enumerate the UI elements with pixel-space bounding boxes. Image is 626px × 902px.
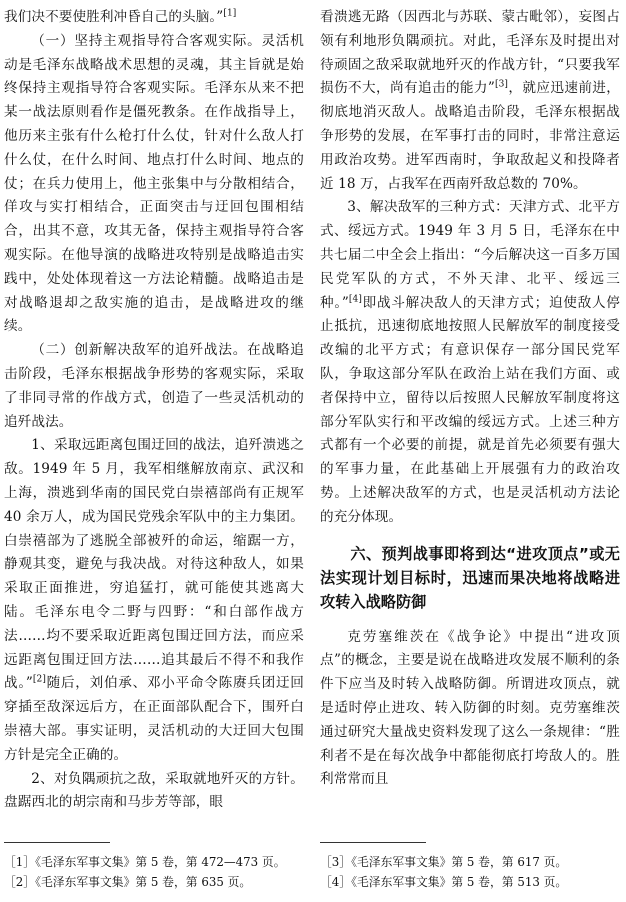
paragraph-text: ，就应迅速前进，彻底地消灭敌人。战略追击阶段，毛泽东根据战争形势的发展，在军事打击的同时，非常注意运用政治攻势。进军西南时，争取敌起义和投降者近 18 万，占我军在西南歼敌总数的 70%。 xyxy=(320,80,620,192)
paragraph xyxy=(320,6,620,196)
footnote: ［2］《毛泽东军事文集》第 5 卷，第 635 页。 xyxy=(4,875,252,889)
paragraph-text: 随后，刘伯承、邓小平命令陈赓兵团迂回穿插至敌深远后方，在正面部队配合下，围歼白崇禧大部。事实证明，灵活机动的大迂回大包围方针是完全正确的。 xyxy=(4,675,304,763)
footnotes-left xyxy=(4,852,304,892)
section-heading: 六、预判战事即将到达“进攻顶点”或无法实现计划目标时，迅速而果决地将战略进攻转入战略防御 xyxy=(320,544,620,611)
paragraph: 克劳塞维茨在《战争论》中提出“进攻顶点”的概念，主要是说在战略进攻发展不顺利的条件下应当及时转入战略防御。所谓进攻顶点，就是适时停止进攻、转入防御的时刻。克劳塞维茨通过研究大量战史资料发现了这么一条规律：“胜利者不是在每次战争中都能彻底打垮敌人的。胜利常常而且 xyxy=(320,628,620,788)
footnote: ［1］《毛泽东军事文集》第 5 卷，第 472—473 页。 xyxy=(4,855,286,869)
right-column xyxy=(320,6,620,792)
left-column xyxy=(4,6,304,815)
paragraph-text: 3、解决敌军的三种方式：天津方式、北平方式、绥远方式。1949 年 3 月 5 日，毛泽东在中共七届二中全会上指出：“今后解决这一百多万国民党军队的方式，不外天津、北平、绥远三种。” xyxy=(320,199,620,311)
footnote-divider xyxy=(320,842,426,843)
footnote-divider xyxy=(4,842,110,843)
paragraph-text: 看溃逃无路（因西北与苏联、蒙古毗邻），妄图占领有利地形负隅顽抗。对此，毛泽东及时提出对待顽固之敌采取就地歼灭的作战方针，“只要我军损伤不大，尚有追击的能力” xyxy=(320,9,620,97)
paragraph xyxy=(320,196,620,529)
footnote-ref: [4] xyxy=(348,294,362,305)
footnote-ref: [3] xyxy=(494,79,509,90)
footnote-ref: [1] xyxy=(223,8,237,19)
paragraph: （二）创新解决敌军的追歼战法。在战略追击阶段，毛泽东根据战争形势的客观实际，采取了非同寻常的作战方式，创造了一些灵活机动的追歼战法。 xyxy=(4,342,304,430)
paragraph-text: 1、采取远距离包围迂回的战法，追歼溃逃之敌。1949 年 5 月，我军相继解放南京、武汉和上海，溃逃到华南的国民党白崇禧部尚有正规军 40 余万人，成为国民党残余军队中的主力集团。白崇禧部为了逃脱全部被歼的命运，缩踞一方，静观其变，避免与我决战。对待这种敌人，如果采取正面推进，穷追猛打，就可能使其逃离大陆。毛泽东电令二野与四野：“和白部作战方法……均不要采取近距离包围迂回方法，而应采远距离包围迂回方法……追其最后不得不和我作战。” xyxy=(4,437,304,692)
paragraph xyxy=(4,6,304,30)
paragraph: 2、对负隅顽抗之敌，采取就地歼灭的方针。盘踞西北的胡宗南和马步芳等部，眼 xyxy=(4,770,304,811)
paragraph-text: 我们决不要使胜利冲昏自己的头脑。” xyxy=(4,9,224,25)
paragraph-text: 即战斗解决敌人的天津方式；迫使敌人停止抵抗，迅速彻底地按照人民解放军的制度接受改编的北平方式；有意识保存一部分国民党军队，争取这部分军队在政治上站在我们方面、或者保持中立，留待以后按照人民解放军制度将这部分军队实行和平改编的绥远方式。上述三种方式都有一个必要的前提，就是首先必须要有强大的军事力量，在此基础上开展强有力的政治攻势。上述解决敌军的方式，也是灵活机动方法论的充分体现。 xyxy=(320,294,620,525)
footnotes-right xyxy=(320,852,620,892)
paragraph xyxy=(4,434,304,767)
footnote: ［4］《毛泽东军事文集》第 5 卷，第 513 页。 xyxy=(320,875,568,889)
footnote: ［3］《毛泽东军事文集》第 5 卷，第 617 页。 xyxy=(320,855,568,869)
paragraph: （一）坚持主观指导符合客观实际。灵活机动是毛泽东战略战术思想的灵魂，其主旨就是始终保持主观指导符合客观实际。毛泽东从来不把某一战法原则看作是僵死教条。在作战指导上，他历来主张有什么枪打什么仗，针对什么敌人打什么仗，在什么时间、地点打什么时间、地点的仗；在兵力使用上，他主张集中与分散相结合，佯攻与实打相结合，正面突击与迂回包围相结合，出其不意，攻其无备，保持主观指导符合客观实际。在他导演的战略进攻特别是战略追击实践中，处处体现着这一方法论精髓。战略追击是对战略退却之敌实施的追击，是战略进攻的继续。 xyxy=(4,32,304,335)
footnote-ref: [2] xyxy=(32,674,46,685)
